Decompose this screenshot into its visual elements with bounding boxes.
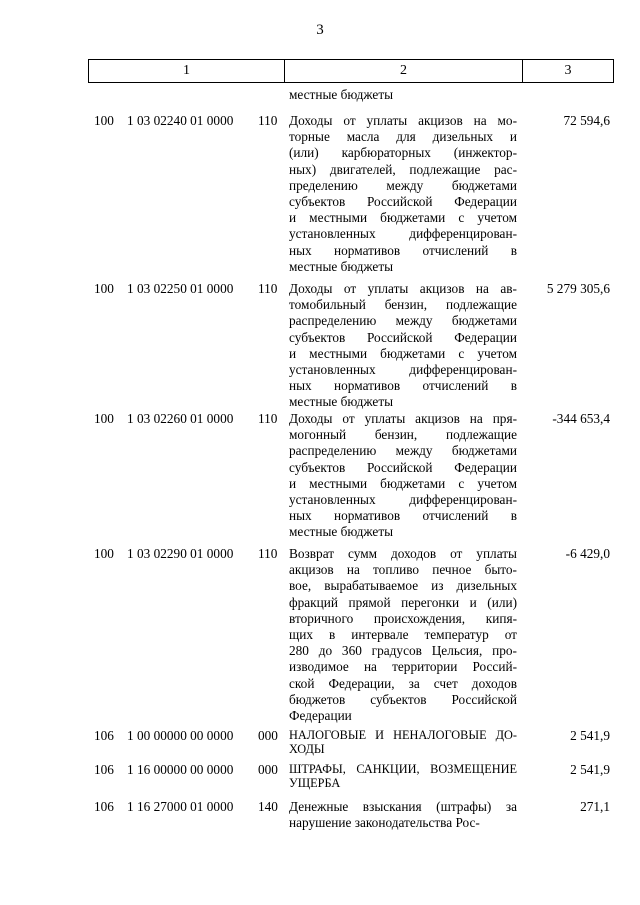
revenue-name (289, 411, 517, 541)
revenue-name-line: ХОДЫ (289, 742, 325, 756)
admin-code: 106 (94, 762, 114, 777)
revenue-name (289, 281, 517, 411)
amount: -344 653,4 (552, 411, 610, 426)
revenue-name-line: нарушение законодательства Рос- (289, 815, 480, 831)
amount: 2 541,9 (570, 728, 610, 743)
revenue-name-line: томобильный бензин, подлежащие (289, 297, 517, 313)
revenue-code: 1 03 02260 01 0000 (127, 411, 234, 426)
revenue-name-line: установленных дифференцирован- (289, 226, 517, 242)
revenue-code: 1 16 27000 01 0000 (127, 799, 234, 814)
revenue-code: 1 16 00000 00 0000 (127, 762, 234, 777)
revenue-name-line: субъектов Российской Федерации (289, 459, 517, 475)
revenue-code: 1 03 02250 01 0000 (127, 281, 234, 296)
continuation-text: местные бюджеты (289, 87, 394, 102)
revenue-name-line: НАЛОГОВЫЕ И НЕНАЛОГОВЫЕ ДО- (289, 728, 517, 742)
amount: 72 594,6 (563, 113, 610, 128)
revenue-name-line: изводимое на территории Россий- (289, 659, 517, 675)
revenue-name-line: пределению между бюджетами (289, 177, 517, 193)
header-col-1: 1 (89, 60, 285, 82)
subcode: 110 (258, 281, 278, 296)
revenue-name-line: Доходы от уплаты акцизов на пря- (289, 411, 517, 426)
admin-code: 106 (94, 799, 114, 814)
revenue-name-line: Доходы от уплаты акцизов на ав- (289, 281, 517, 296)
revenue-name-line: торные масла для дизельных и (289, 129, 517, 145)
revenue-name (289, 799, 517, 831)
revenue-name-line: ных) двигателей, подлежащие рас- (289, 161, 517, 177)
revenue-name-line: бюджетов субъектов Российской (289, 691, 517, 707)
revenue-name-line: ШТРАФЫ, САНКЦИИ, ВОЗМЕЩЕНИЕ (289, 762, 517, 776)
revenue-name-line: ской Федерации, за счет доходов (289, 675, 517, 691)
revenue-name-line: и местными бюджетами с учетом (289, 475, 517, 491)
revenue-name-line: ных нормативов отчислений в (289, 378, 517, 394)
revenue-name-line: вторичного происхождения, кипя- (289, 610, 517, 626)
subcode: 000 (258, 728, 278, 743)
revenue-name-line: субъектов Российской Федерации (289, 194, 517, 210)
revenue-name-line: установленных дифференцирован- (289, 492, 517, 508)
revenue-name-line: 280 до 360 градусов Цельсия, про- (289, 643, 517, 659)
revenue-name (289, 113, 517, 275)
subcode: 000 (258, 762, 278, 777)
revenue-name-line: Денежные взыскания (штрафы) за (289, 799, 517, 814)
revenue-name-line: Возврат сумм доходов от уплаты (289, 546, 517, 561)
revenue-name-line: акцизов на топливо печное быто- (289, 562, 517, 578)
header-col-3: 3 (564, 63, 572, 78)
revenue-name-line: субъектов Российской Федерации (289, 329, 517, 345)
revenue-name-line: вое, вырабатываемое из дизельных (289, 578, 517, 594)
admin-code: 100 (94, 546, 114, 561)
revenue-name (289, 728, 517, 756)
table-header (88, 59, 614, 83)
revenue-name (289, 546, 517, 724)
admin-code: 100 (94, 113, 114, 128)
admin-code: 100 (94, 281, 114, 296)
revenue-name (289, 762, 517, 790)
subcode: 110 (258, 411, 278, 426)
revenue-name-line: Федерации (289, 708, 352, 724)
revenue-name-line: местные бюджеты (289, 524, 394, 540)
revenue-name-line: установленных дифференцирован- (289, 362, 517, 378)
revenue-name-line: местные бюджеты (289, 394, 394, 410)
page-number: 3 (316, 22, 324, 38)
amount: -6 429,0 (565, 546, 610, 561)
amount: 5 279 305,6 (546, 281, 610, 296)
revenue-name-line: распределению между бюджетами (289, 443, 517, 459)
revenue-name-line: ных нормативов отчислений в (289, 508, 517, 524)
admin-code: 100 (94, 411, 114, 426)
revenue-name-line: фракций прямой перегонки и (или) (289, 594, 517, 610)
revenue-name-line: местные бюджеты (289, 258, 394, 274)
subcode: 140 (258, 799, 278, 814)
header-col-2: 2 (285, 60, 523, 82)
revenue-name-line: (или) карбюраторных (инжектор- (289, 145, 517, 161)
revenue-name-line: могонный бензин, подлежащие (289, 427, 517, 443)
amount: 271,1 (580, 799, 610, 814)
revenue-name-line: и местными бюджетами с учетом (289, 345, 517, 361)
revenue-name-line: и местными бюджетами с учетом (289, 210, 517, 226)
revenue-code: 1 03 02240 01 0000 (127, 113, 234, 128)
subcode: 110 (258, 546, 278, 561)
amount: 2 541,9 (570, 762, 610, 777)
admin-code: 106 (94, 728, 114, 743)
revenue-code: 1 00 00000 00 0000 (127, 728, 234, 743)
revenue-name-line: УЩЕРБА (289, 776, 341, 790)
revenue-code: 1 03 02290 01 0000 (127, 546, 234, 561)
revenue-name-line: Доходы от уплаты акцизов на мо- (289, 113, 517, 128)
revenue-name-line: ных нормативов отчислений в (289, 242, 517, 258)
subcode: 110 (258, 113, 278, 128)
revenue-name-line: распределению между бюджетами (289, 313, 517, 329)
revenue-name-line: щих в интервале температур от (289, 627, 517, 643)
